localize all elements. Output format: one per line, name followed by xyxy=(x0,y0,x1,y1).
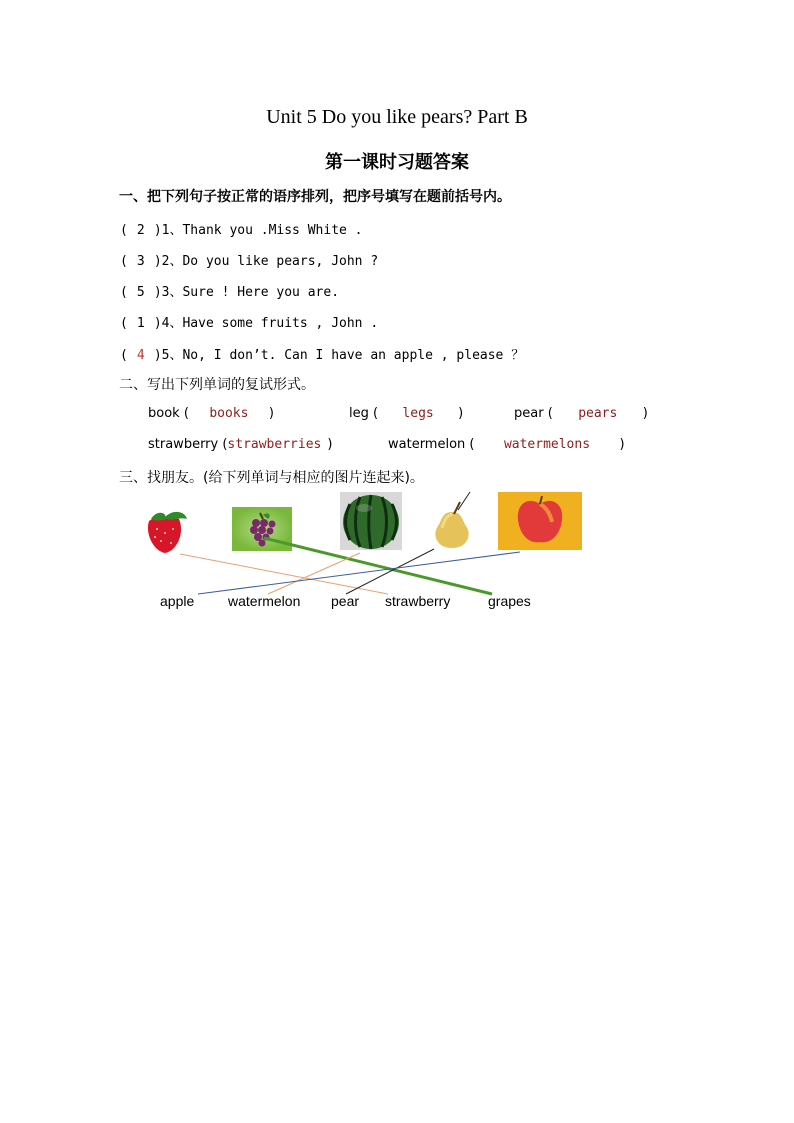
word-label: book ( xyxy=(148,406,189,421)
answer-number: 5 xyxy=(136,285,145,300)
sentence-text: )2、Do you like pears, John ? xyxy=(153,254,379,269)
line-pear xyxy=(346,549,434,594)
plural-answer: pears xyxy=(578,406,618,421)
list-item: ( 4 )5、No, I don’t. Can I have an apple , please ？ xyxy=(120,348,525,363)
word-label: watermelon ( xyxy=(388,437,475,452)
word-label: strawberry ( xyxy=(148,437,228,452)
page-subtitle: 第一课时习题答案 xyxy=(325,152,469,173)
plural-answer: strawberries xyxy=(227,437,322,452)
answer-number: 2 xyxy=(136,223,145,238)
word-apple: apple xyxy=(160,593,195,609)
list-item: ( 2 )1、Thank you .Miss White . xyxy=(120,223,363,238)
answer-number: 3 xyxy=(136,254,145,269)
line-grapes xyxy=(264,538,492,594)
list-item: ( 5 )3、Sure ! Here you are. xyxy=(120,285,340,300)
word-grapes: grapes xyxy=(488,593,531,609)
sentence-text: )1、Thank you .Miss White . xyxy=(153,223,363,238)
pear-stem-line xyxy=(458,492,470,510)
close-paren: ) xyxy=(268,406,274,421)
section3-heading: 三、找朋友。(给下列单词与相应的图片连起来)。 xyxy=(119,470,424,486)
section1-heading: 一、把下列句子按正常的语序排列，把序号填写在题前括号内。 xyxy=(119,189,511,205)
list-item: ( 1 )4、Have some fruits , John . xyxy=(120,316,379,331)
close-paren: ) xyxy=(327,437,333,452)
close-paren: ) xyxy=(642,406,648,421)
word-watermelon: watermelon xyxy=(228,593,301,609)
word-label: leg ( xyxy=(349,406,379,421)
answer-number: 1 xyxy=(136,316,145,331)
word-pear: pear xyxy=(331,593,360,609)
plural-answer: legs xyxy=(402,406,434,421)
answer-number: 4 xyxy=(136,348,145,363)
section2-heading: 二、写出下列单词的复试形式。 xyxy=(119,377,315,393)
sentence-text: )4、Have some fruits , John . xyxy=(153,316,379,331)
word-strawberry: strawberry xyxy=(385,593,451,609)
list-item: ( 3 )2、Do you like pears, John ? xyxy=(120,254,379,269)
plural-answer: books xyxy=(209,406,249,421)
page-title: Unit 5 Do you like pears? Part B xyxy=(266,106,528,128)
close-paren: ) xyxy=(458,406,464,421)
close-paren: ) xyxy=(619,437,625,452)
sentence-text: )3、Sure ! Here you are. xyxy=(153,285,340,300)
sentence-text: )5、No, I don’t. Can I have an apple , please ？ xyxy=(153,348,525,363)
plural-answer: watermelons xyxy=(503,437,591,452)
word-label: pear ( xyxy=(514,406,553,421)
